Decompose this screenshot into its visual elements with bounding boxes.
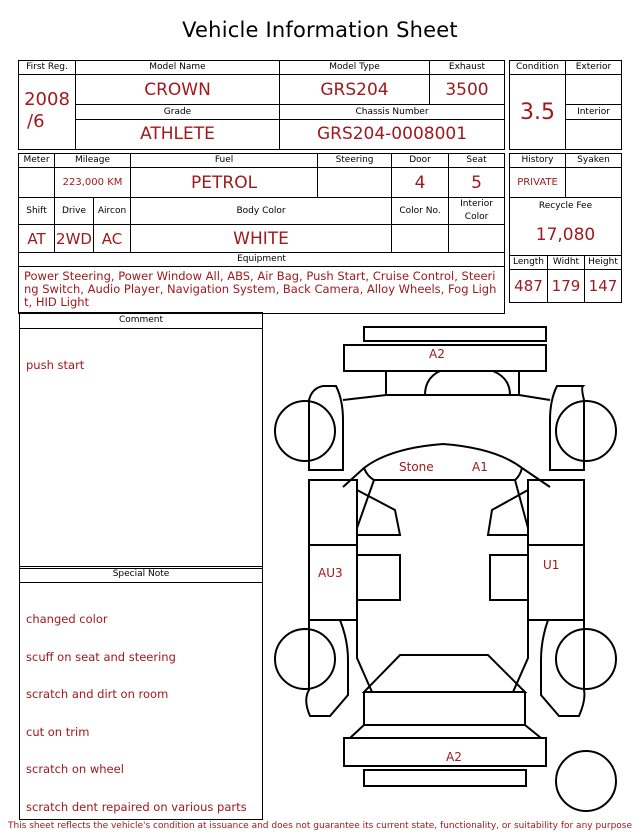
drive-value: 2WD: [55, 225, 94, 253]
rear-right-quarter: [541, 620, 584, 716]
fuel-value: PETROL: [131, 168, 318, 198]
special-note-label: Special Note: [20, 567, 262, 583]
model-name-label: Model Name: [76, 61, 280, 75]
rear-left-window: [357, 555, 400, 600]
exterior-label: Exterior: [566, 61, 622, 75]
rear-bumper-bottom: [364, 770, 526, 786]
front-right-fender: [550, 386, 584, 470]
mark-windshield: A1: [472, 460, 488, 474]
door-label: Door: [392, 154, 449, 168]
front-right-wheel: [556, 401, 616, 461]
front-left-fender: [309, 386, 343, 470]
syaken-label: Syaken: [566, 154, 622, 168]
windshield: [364, 444, 522, 480]
special-note-line: cut on trim: [26, 724, 90, 739]
steering-label: Steering: [318, 154, 392, 168]
pillars: [343, 468, 550, 487]
shift-label: Shift: [19, 198, 55, 225]
front-left-wheel: [275, 401, 335, 461]
history-value: PRIVATE: [510, 168, 566, 198]
trunk: [364, 692, 525, 725]
rear-bumper: [344, 738, 546, 766]
special-note-line: changed color: [26, 612, 108, 626]
grade-value: ATHLETE: [76, 119, 280, 149]
first-reg-month: /6: [27, 111, 45, 133]
width-label: Widht: [548, 256, 585, 270]
recycle-value: 17,080: [535, 225, 596, 245]
mark-left-side: AU3: [318, 566, 343, 580]
comment-line: push start: [26, 358, 85, 372]
seat-label: Seat: [449, 154, 505, 168]
fuel-label: Fuel: [131, 154, 318, 168]
front-left-door: [309, 480, 357, 545]
drive-label: Drive: [55, 198, 94, 225]
mark-front-bumper: A2: [429, 347, 445, 361]
recycle-label: Recycle Fee: [538, 201, 593, 211]
exhaust-value: 3500: [430, 75, 505, 105]
condition-label: Condition: [510, 61, 566, 75]
chassis-label: Chassis Number: [280, 105, 505, 119]
grade-label: Grade: [76, 105, 280, 119]
model-name-value: CROWN: [76, 75, 280, 105]
page-title: Vehicle Information Sheet: [182, 18, 458, 42]
rear-left-quarter: [306, 620, 348, 716]
mileage-label: Mileage: [55, 154, 131, 168]
first-reg-label: First Reg.: [19, 61, 76, 75]
footer-disclaimer: This sheet reflects the vehicle's condition at issuance and does not guarantee its current state, functionality, or suitability for any purpose: [7, 821, 633, 831]
model-type-label: Model Type: [280, 61, 430, 75]
mark-right-side: U1: [543, 558, 560, 572]
rear-right-window: [490, 555, 528, 600]
body-color-value: WHITE: [131, 225, 392, 253]
length-value: 487: [510, 270, 548, 303]
mark-stone: Stone: [399, 460, 434, 474]
condition-value: 3.5: [510, 75, 566, 150]
rear-right-door: [528, 545, 584, 620]
special-note-line: scuff on seat and steering: [26, 649, 176, 664]
front-bumper-top: [364, 327, 546, 341]
front-right-door: [528, 480, 584, 545]
first-reg-year: 2008: [24, 89, 70, 111]
height-value: 147: [585, 270, 622, 303]
interior-label: Interior: [566, 105, 622, 119]
mileage-value: 223,000 KM: [55, 168, 131, 198]
aircon-value: AC: [94, 225, 131, 253]
special-note-line: scratch on wheel: [26, 762, 124, 776]
front-bumper: [344, 345, 546, 371]
rear-left-door: [309, 545, 357, 620]
headlights: [425, 371, 510, 395]
door-value: 4: [392, 168, 449, 198]
body-color-label: Body Color: [131, 198, 392, 225]
trunk-edges: [350, 725, 541, 738]
seat-value: 5: [449, 168, 505, 198]
aircon-label: Aircon: [94, 198, 131, 225]
interior-color-label: Interior Color: [449, 198, 505, 225]
rear-window: [364, 655, 525, 692]
mark-rear-bumper: A2: [446, 750, 462, 764]
height-label: Height: [585, 256, 622, 270]
history-label: History: [510, 154, 566, 168]
spare-wheel: [556, 751, 616, 811]
meter-label: Meter: [19, 154, 55, 168]
width-value: 179: [548, 270, 585, 303]
length-label: Length: [510, 256, 548, 270]
roof: [357, 480, 528, 692]
color-no-label: Color No.: [392, 198, 449, 225]
chassis-value: GRS204-0008001: [280, 119, 505, 149]
front-right-window: [488, 490, 528, 535]
equipment-value: Power Steering, Power Window All, ABS, Air Bag, Push Start, Cruise Control, Steering Switch, Audio Player, Navigation System, Back Camera, Alloy Wheels, Fog Light, HID Light: [19, 267, 505, 314]
comment-label: Comment: [20, 313, 262, 329]
rear-right-wheel: [556, 629, 616, 689]
rear-left-wheel: [275, 629, 335, 689]
shift-value: AT: [19, 225, 55, 253]
equipment-label: Equipment: [19, 253, 505, 267]
model-type-value: GRS204: [280, 75, 430, 105]
exhaust-label: Exhaust: [430, 61, 505, 75]
special-note-line: scratch and dirt on room: [26, 687, 169, 701]
special-note-line: scratch dent repaired on various parts: [26, 799, 247, 814]
